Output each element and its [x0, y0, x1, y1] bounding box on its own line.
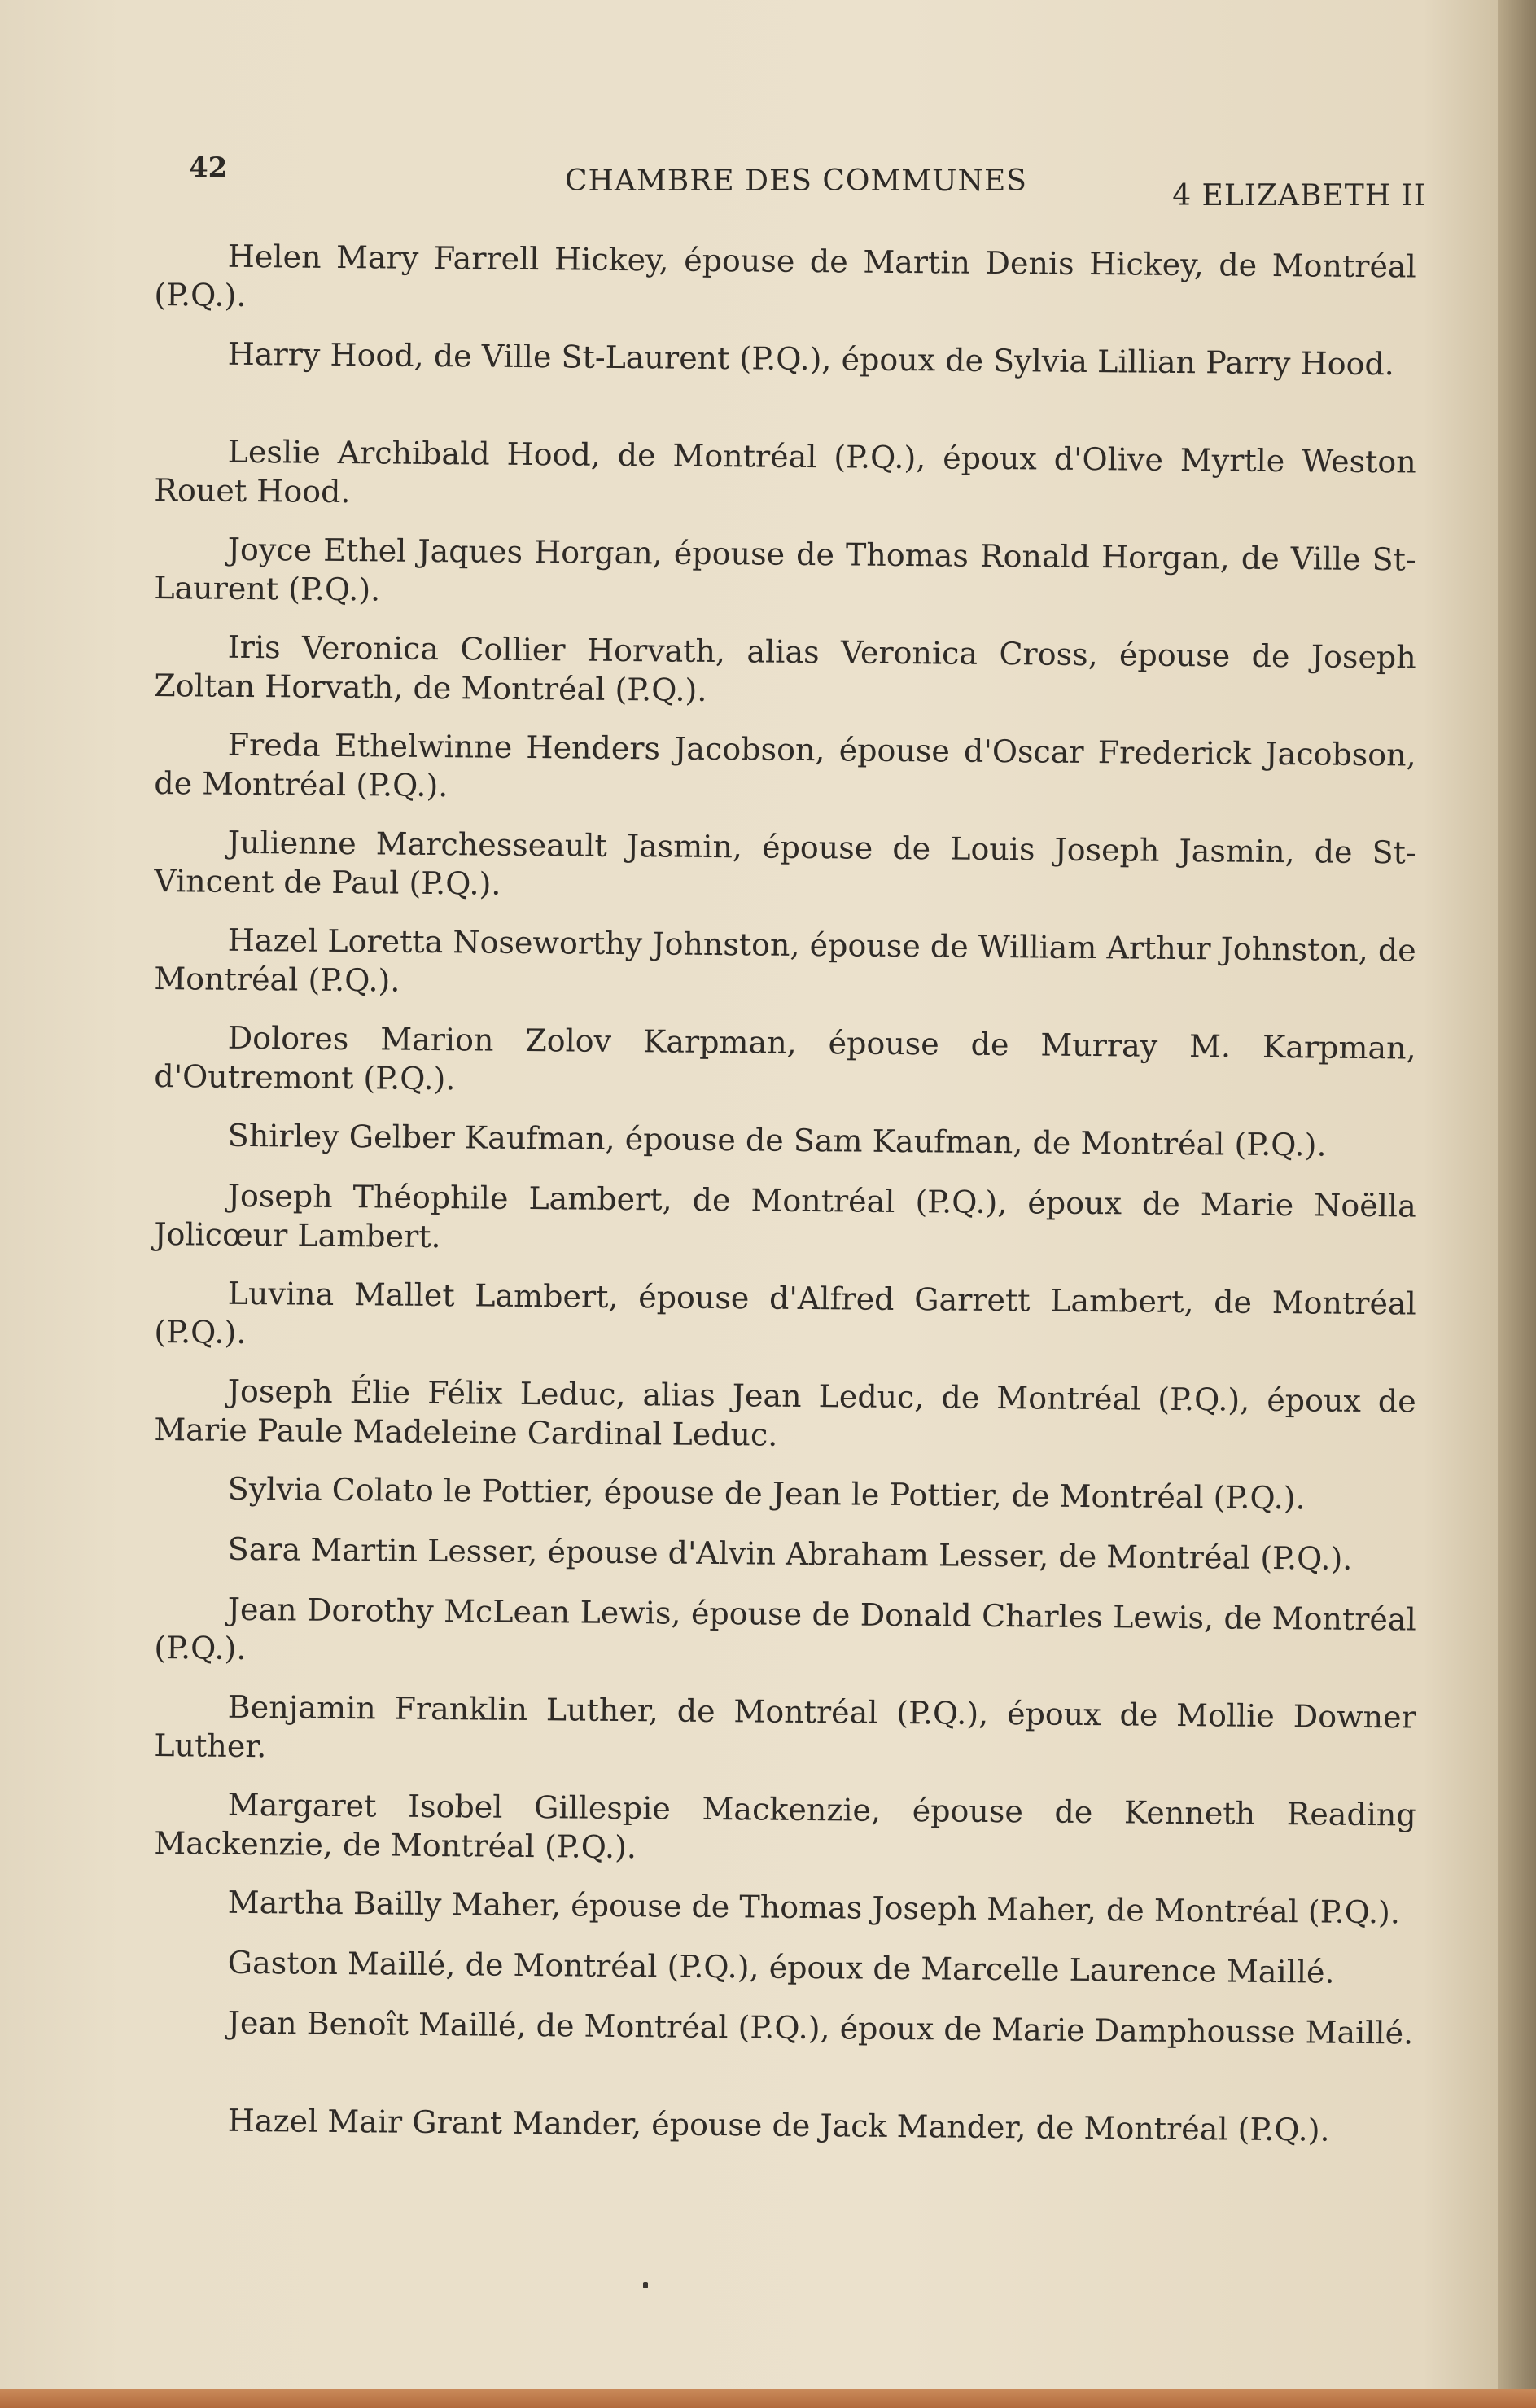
list-item: Sara Martin Lesser, épouse d'Alvin Abraham Lesser, de Montréal (P.Q.). — [227, 1530, 1353, 1577]
entry-list — [155, 236, 1416, 2161]
list-item: Martha Bailly Maher, épouse de Thomas Joseph Maher, de Montréal (P.Q.). — [227, 1884, 1401, 1931]
list-item: Benjamin Franklin Luther, de Montréal (P.Q.), époux de Mollie Downer Luther. — [154, 1688, 1416, 1765]
list-item: Julienne Marchesseault Jasmin, épouse de Louis Joseph Jasmin, de St-Vincent de Paul (P.Q.). — [154, 824, 1416, 902]
list-item: Dolores Marion Zolov Karpman, épouse de Murray M. Karpman, d'Outremont (P.Q.). — [154, 1019, 1416, 1097]
ink-speck — [643, 2282, 648, 2288]
list-item: Joseph Théophile Lambert, de Montréal (P.Q.), époux de Marie Noëlla Jolicœur Lambert. — [154, 1177, 1416, 1255]
running-head: CHAMBRE DES COMMUNES — [565, 164, 1027, 198]
page-edge — [1498, 0, 1536, 2408]
list-item: Shirley Gelber Kaufman, épouse de Sam Kaufman, de Montréal (P.Q.). — [227, 1117, 1327, 1163]
list-item: Helen Mary Farrell Hickey, épouse de Martin Denis Hickey, de Montréal (P.Q.). — [154, 238, 1416, 313]
list-item: Sylvia Colato le Pottier, épouse de Jean le Pottier, de Montréal (P.Q.). — [227, 1470, 1306, 1517]
page-header — [189, 147, 1426, 212]
list-item: Gaston Maillé, de Montréal (P.Q.), époux de Marcelle Laurence Maillé. — [227, 1944, 1335, 1990]
list-item: Joyce Ethel Jaques Horgan, épouse de Thomas Ronald Horgan, de Ville St-Laurent (P.Q.). — [154, 531, 1416, 608]
list-item: Hazel Loretta Noseworthy Johnston, épouse de William Arthur Johnston, de Montréal (P.Q.). — [154, 922, 1416, 999]
list-item: Luvina Mallet Lambert, épouse d'Alfred Garrett Lambert, de Montréal (P.Q.). — [154, 1275, 1416, 1351]
list-item: Jean Benoît Maillé, de Montréal (P.Q.), époux de Marie Damphousse Maillé. — [227, 2004, 1414, 2051]
list-item: Jean Dorothy McLean Lewis, épouse de Donald Charles Lewis, de Montréal (P.Q.). — [154, 1591, 1416, 1666]
list-item: Leslie Archibald Hood, de Montréal (P.Q.), époux d'Olive Myrtle Weston Rouet Hood. — [154, 433, 1416, 510]
list-item: Hazel Mair Grant Mander, épouse de Jack Mander, de Montréal (P.Q.). — [227, 2102, 1330, 2148]
list-item: Margaret Isobel Gillespie Mackenzie, épouse de Kenneth Reading Mackenzie, de Montréal (P.Q.). — [154, 1786, 1416, 1866]
page-bottom-edge — [0, 2389, 1536, 2408]
list-item: Iris Veronica Collier Horvath, alias Veronica Cross, épouse de Joseph Zoltan Horvath, de Montréal (P.Q.). — [154, 628, 1416, 708]
page-number: 42 — [189, 151, 228, 184]
session-label: 4 ELIZABETH II — [1172, 179, 1426, 212]
list-item: Freda Ethelwinne Henders Jacobson, épouse d'Oscar Frederick Jacobson, de Montréal (P.Q.). — [154, 726, 1416, 804]
list-item: Harry Hood, de Ville St-Laurent (P.Q.), époux de Sylvia Lillian Parry Hood. — [227, 335, 1395, 383]
list-item: Joseph Élie Félix Leduc, alias Jean Leduc, de Montréal (P.Q.), époux de Marie Paule Madeleine Cardinal Leduc. — [154, 1373, 1416, 1453]
